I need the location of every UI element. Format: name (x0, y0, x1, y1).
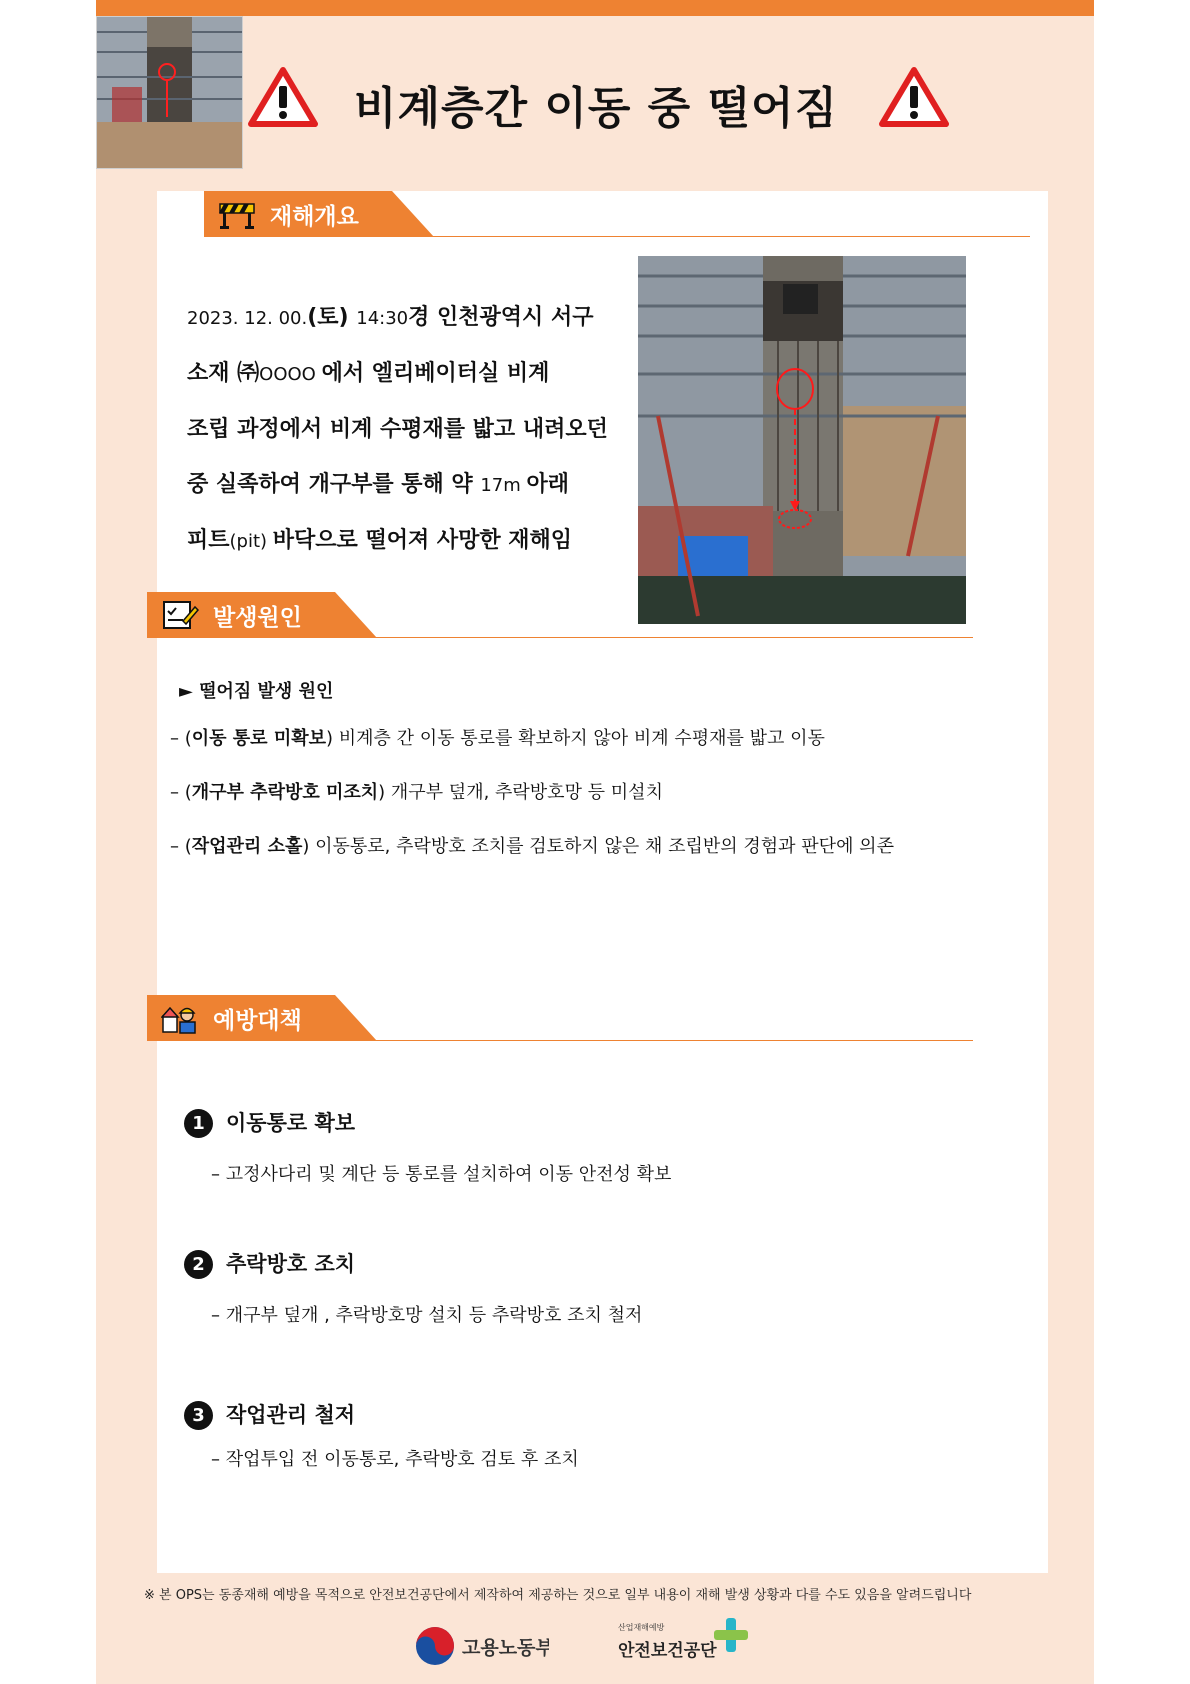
overview-text-segment: 바닥으로 떨어져 사망한 재해임 (272, 528, 573, 553)
overview-description (187, 290, 632, 569)
overview-text-segment: OOOO (259, 364, 322, 385)
ministry-logo-text: 고용노동부 (462, 1638, 549, 1659)
section-divider (424, 236, 1030, 237)
checklist-pencil-icon (161, 599, 199, 631)
prevention-description: – 작업투입 전 이동통로, 추락방호 검토 후 조치 (211, 1449, 579, 1470)
prevention-description: – 개구부 덮개 , 추락방호망 설치 등 추락방호 조치 철저 (211, 1305, 643, 1326)
cause-text: ) 이동통로, 추락방호 조치를 검토하지 않은 채 조립반의 경험과 판단에 의존 (302, 836, 894, 857)
section-title: 예방대책 (213, 1008, 302, 1034)
prevention-title: 작업관리 철저 (226, 1403, 356, 1427)
cause-subtitle: ► 떨어짐 발생 원인 (179, 681, 334, 702)
overview-text-segment: (pit) (229, 531, 273, 552)
cause-item (170, 832, 894, 858)
overview-text-segment: 조립 과정에서 비계 수평재를 밟고 내려오던 (187, 417, 608, 442)
cause-prefix: – ( (170, 836, 192, 857)
overview-line (187, 513, 632, 569)
overview-line (187, 290, 632, 346)
cause-label: 이동 통로 미확보 (191, 728, 326, 749)
section-title: 발생원인 (213, 605, 302, 631)
cause-prefix: – ( (170, 728, 192, 749)
overview-line (187, 457, 632, 513)
overview-line (187, 346, 632, 402)
warning-triangle-icon (879, 66, 949, 128)
section-divider (367, 1040, 973, 1041)
cause-label: 작업관리 소홀 (191, 836, 303, 857)
kosha-logo-small-text: 산업재해예방 (618, 1623, 665, 1632)
number-badge: 3 (184, 1401, 213, 1430)
content-panel (157, 191, 1048, 1573)
cause-text: ) 비계층 간 이동 통로를 확보하지 않아 비계 수평재를 밟고 이동 (326, 728, 825, 749)
page-title: 비계층간 이동 중 떨어짐 (354, 83, 838, 134)
kosha-logo (616, 1616, 751, 1666)
overview-text-segment: 소재 ㈜ (187, 361, 260, 386)
overview-text-segment: (토) (307, 305, 357, 330)
ministry-logo (414, 1623, 549, 1669)
prevention-description: – 고정사다리 및 계단 등 통로를 설치하여 이동 안전성 확보 (211, 1164, 672, 1185)
cause-item (170, 778, 663, 804)
header-scaffold-photo (96, 16, 243, 169)
number-badge: 2 (184, 1250, 213, 1279)
overview-text-segment: 아래 (526, 472, 570, 497)
barrier-icon (218, 198, 256, 230)
prevention-title: 추락방호 조치 (226, 1252, 356, 1276)
worker-icon (161, 1002, 199, 1034)
disclaimer-footnote: ※ 본 OPS는 동종재해 예방을 목적으로 안전보건공단에서 제작하여 제공하는 것으로 일부 내용이 재해 발생 상황과 다를 수도 있음을 알려드립니다 (144, 1588, 972, 1603)
cause-prefix: – ( (170, 782, 192, 803)
overview-text-segment: 14:30 (356, 308, 409, 329)
overview-line (187, 402, 632, 457)
kosha-logo-text: 안전보건공단 (618, 1641, 717, 1660)
overview-text-segment: 경 인천광역시 서구 (408, 305, 594, 330)
overview-text-segment: 17m (480, 475, 527, 496)
cause-item (170, 724, 825, 750)
accident-site-photo (638, 256, 966, 624)
cause-label: 개구부 추락방호 미조치 (191, 782, 379, 803)
section-divider (367, 637, 973, 638)
section-title: 재해개요 (270, 204, 359, 230)
overview-text-segment: 에서 엘리베이터실 비계 (321, 361, 550, 386)
overview-text-segment: 피트 (187, 528, 230, 553)
prevention-title: 이동통로 확보 (226, 1111, 356, 1135)
overview-text-segment: 중 실족하여 개구부를 통해 약 (187, 472, 481, 497)
cause-text: ) 개구부 덮개, 추락방호망 등 미설치 (378, 782, 663, 803)
number-badge: 1 (184, 1109, 213, 1138)
top-accent-bar (96, 0, 1094, 16)
overview-text-segment: 2023. 12. 00. (187, 308, 308, 329)
